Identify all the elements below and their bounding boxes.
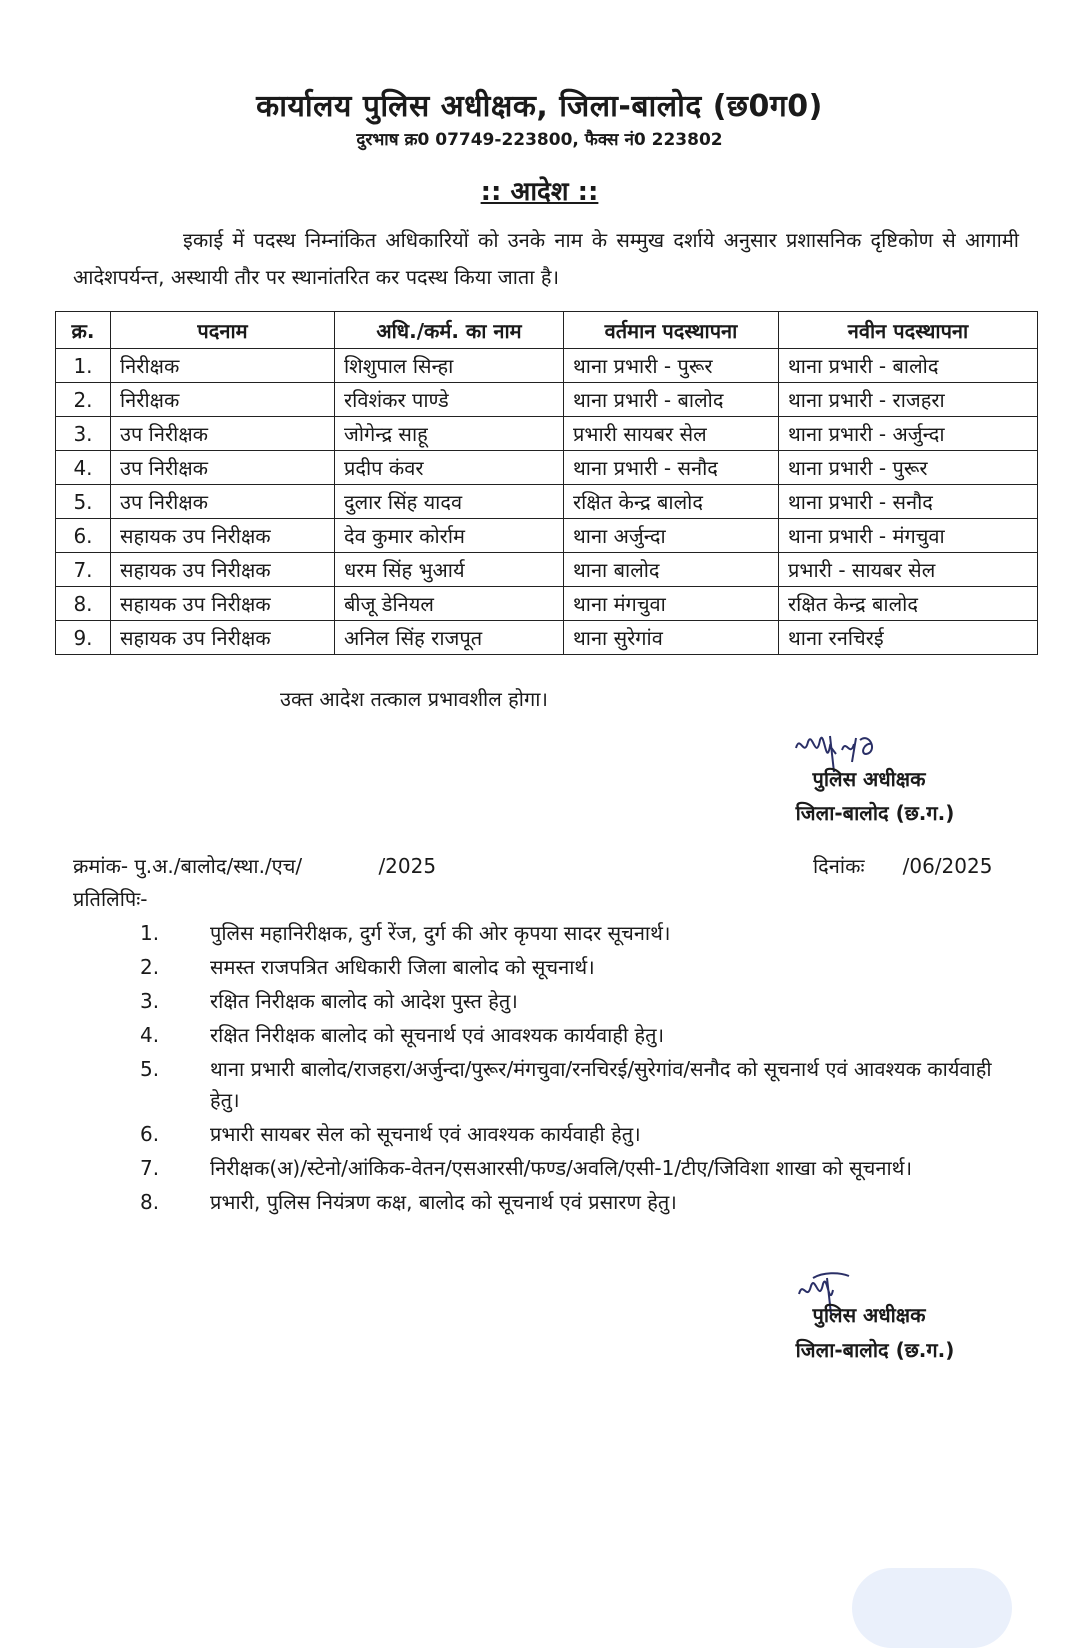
copy-item-text: थाना प्रभारी बालोद/राजहरा/अर्जुन्दा/पुरूर/मंगचुवा/रनचिरई/सुरेगांव/सनौद को सूचनार्थ एवं आवश्यक कार्यवाही हेतु। [210, 1057, 992, 1112]
copy-item [140, 952, 1020, 983]
copy-item [140, 986, 1020, 1017]
cell-new-posting: थाना प्रभारी - बालोद [779, 349, 1038, 383]
table-row [56, 485, 1038, 519]
cell-name: अनिल सिंह राजपूत [335, 621, 564, 655]
floating-action-button[interactable] [852, 1568, 1012, 1648]
cell-name: शिशुपाल सिन्हा [335, 349, 564, 383]
cell-serial: 9. [56, 621, 111, 655]
signature-district-2: जिला-बालोद (छ.ग.) [795, 1338, 955, 1362]
reference-number: क्रमांक- पु.अ./बालोद/स्था./एच/ /2025 [73, 854, 437, 878]
signature-district-1: जिला-बालोद (छ.ग.) [795, 801, 955, 825]
cell-serial: 8. [56, 587, 111, 621]
order-title: :: आदेश :: [480, 177, 599, 207]
copy-item [140, 918, 1020, 949]
cell-designation: सहायक उप निरीक्षक [111, 553, 335, 587]
cell-serial: 5. [56, 485, 111, 519]
cell-designation: सहायक उप निरीक्षक [111, 587, 335, 621]
cell-new-posting: प्रभारी - सायबर सेल [779, 553, 1038, 587]
cell-name: जोगेन्द्र साहू [335, 417, 564, 451]
cell-serial: 2. [56, 383, 111, 417]
cell-designation: उप निरीक्षक [111, 417, 335, 451]
table-body [56, 349, 1038, 655]
cell-serial: 4. [56, 451, 111, 485]
copy-item-number: 2. [140, 955, 160, 979]
table-row [56, 621, 1038, 655]
cell-name: दुलार सिंह यादव [335, 485, 564, 519]
cell-name: धरम सिंह भुआर्य [335, 553, 564, 587]
signature-title-2: पुलिस अधीक्षक [812, 1303, 926, 1327]
copy-item-text: पुलिस महानिरीक्षक, दुर्ग रेंज, दुर्ग की ओर कृपया सादर सूचनार्थ। [210, 921, 671, 945]
cell-designation: सहायक उप निरीक्षक [111, 519, 335, 553]
cell-new-posting: थाना प्रभारी - मंगचुवा [779, 519, 1038, 553]
cell-current-posting: थाना सुरेगांव [564, 621, 779, 655]
cell-current-posting: थाना अर्जुन्दा [564, 519, 779, 553]
copy-item [140, 1119, 1020, 1150]
cell-new-posting: थाना प्रभारी - राजहरा [779, 383, 1038, 417]
copy-item-number: 4. [140, 1023, 160, 1047]
copy-item-number: 8. [140, 1190, 160, 1214]
cell-current-posting: थाना प्रभारी - बालोद [564, 383, 779, 417]
cell-new-posting: थाना प्रभारी - सनौद [779, 485, 1038, 519]
copy-item-number: 6. [140, 1122, 160, 1146]
cell-name: प्रदीप कंवर [335, 451, 564, 485]
cell-new-posting: रक्षित केन्द्र बालोद [779, 587, 1038, 621]
cell-current-posting: थाना बालोद [564, 553, 779, 587]
copy-item-text: रक्षित निरीक्षक बालोद को आदेश पुस्त हेतु। [210, 989, 518, 1013]
cell-name: देव कुमार कोर्राम [335, 519, 564, 553]
cell-serial: 1. [56, 349, 111, 383]
table-row [56, 451, 1038, 485]
signature-title-1: पुलिस अधीक्षक [812, 767, 926, 791]
cell-designation: निरीक्षक [111, 349, 335, 383]
copy-label: प्रतिलिपिः- [73, 887, 148, 911]
table-row [56, 383, 1038, 417]
copy-item-text: रक्षित निरीक्षक बालोद को सूचनार्थ एवं आवश्यक कार्यवाही हेतु। [210, 1023, 665, 1047]
copy-item [140, 1153, 1020, 1184]
cell-new-posting: थाना रनचिरई [779, 621, 1038, 655]
copy-item [140, 1054, 1020, 1116]
copy-item [140, 1020, 1020, 1051]
copy-item-number: 5. [140, 1057, 160, 1081]
table-header-row [56, 312, 1038, 349]
office-title: कार्यालय पुलिस अधीक्षक, जिला-बालोद (छ0ग0) [256, 89, 823, 124]
office-contact: दुरभाष क्र0 07749-223800, फैक्स नं0 223802 [356, 130, 723, 150]
copy-item-number: 3. [140, 989, 160, 1013]
cell-name: बीजू डेनियल [335, 587, 564, 621]
order-intro [73, 222, 1019, 296]
cell-designation: उप निरीक्षक [111, 451, 335, 485]
col-header-designation: पदनाम [111, 312, 335, 349]
transfer-table [55, 311, 1038, 655]
copy-item-number: 7. [140, 1156, 160, 1180]
cell-current-posting: रक्षित केन्द्र बालोद [564, 485, 779, 519]
col-header-new-posting: नवीन पदस्थापना [779, 312, 1038, 349]
table-row [56, 587, 1038, 621]
cell-new-posting: थाना प्रभारी - पुरूर [779, 451, 1038, 485]
order-intro-text: इकाई में पदस्थ निम्नांकित अधिकारियों को उनके नाम के सम्मुख दर्शाये अनुसार प्रशासनिक दृष्टिकोण से आगामी आदेशपर्यन्त, अस्थायी तौर पर स्थानांतरित कर पदस्थ किया जाता है। [73, 228, 1019, 289]
reference-date: दिनांकः /06/2025 [813, 854, 993, 878]
cell-designation: उप निरीक्षक [111, 485, 335, 519]
copy-item [140, 1187, 1020, 1218]
copy-item-text: समस्त राजपत्रित अधिकारी जिला बालोद को सूचनार्थ। [210, 955, 595, 979]
table-row [56, 519, 1038, 553]
cell-designation: निरीक्षक [111, 383, 335, 417]
cell-current-posting: थाना प्रभारी - पुरूर [564, 349, 779, 383]
col-header-name: अधि./कर्म. का नाम [335, 312, 564, 349]
cell-current-posting: प्रभारी सायबर सेल [564, 417, 779, 451]
table-row [56, 417, 1038, 451]
copy-list [140, 918, 1020, 1221]
copy-item-text: निरीक्षक(अ)/स्टेनो/आंकिक-वेतन/एसआरसी/फण्ड/अवलि/एसी-1/टीए/जिविशा शाखा को सूचनार्थ। [210, 1156, 913, 1180]
col-header-current-posting: वर्तमान पदस्थापना [564, 312, 779, 349]
copy-item-text: प्रभारी सायबर सेल को सूचनार्थ एवं आवश्यक कार्यवाही हेतु। [210, 1122, 641, 1146]
cell-serial: 7. [56, 553, 111, 587]
table-row [56, 553, 1038, 587]
cell-serial: 6. [56, 519, 111, 553]
col-header-serial: क्र. [56, 312, 111, 349]
cell-current-posting: थाना प्रभारी - सनौद [564, 451, 779, 485]
effective-note: उक्त आदेश तत्काल प्रभावशील होगा। [280, 687, 548, 711]
cell-new-posting: थाना प्रभारी - अर्जुन्दा [779, 417, 1038, 451]
table-row [56, 349, 1038, 383]
cell-current-posting: थाना मंगचुवा [564, 587, 779, 621]
cell-serial: 3. [56, 417, 111, 451]
cell-name: रविशंकर पाण्डे [335, 383, 564, 417]
copy-item-text: प्रभारी, पुलिस नियंत्रण कक्ष, बालोद को सूचनार्थ एवं प्रसारण हेतु। [210, 1190, 677, 1214]
copy-item-number: 1. [140, 921, 160, 945]
cell-designation: सहायक उप निरीक्षक [111, 621, 335, 655]
